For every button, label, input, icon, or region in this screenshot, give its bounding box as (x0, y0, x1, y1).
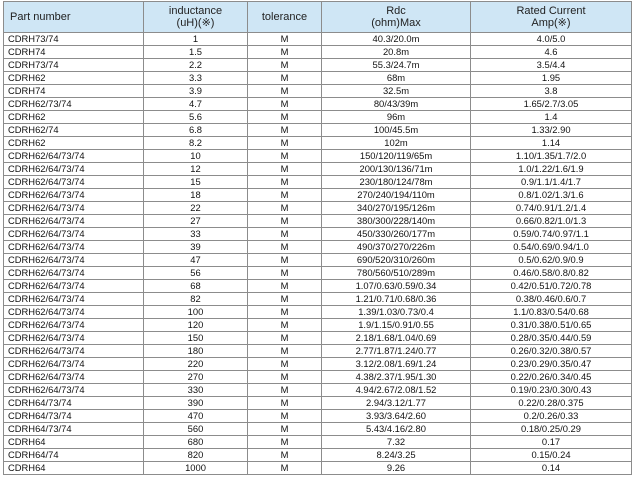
table-row (4, 85, 632, 98)
rated-current-cell: 0.38/0.46/0.6/0.7 (471, 293, 632, 306)
table-row (4, 137, 632, 150)
rdc-cell: 2.77/1.87/1.24/0.77 (322, 345, 471, 358)
tolerance-cell: M (248, 384, 322, 397)
rated-current-cell: 0.22/0.28/0.375 (471, 397, 632, 410)
tolerance-cell: M (248, 189, 322, 202)
rated-current-cell: 0.26/0.32/0.38/0.57 (471, 345, 632, 358)
inductance-cell: 100 (144, 306, 248, 319)
rated-current-cell: 0.8/1.02/1.3/1.6 (471, 189, 632, 202)
rdc-cell: 450/330/260/177m (322, 228, 471, 241)
rdc-cell: 380/300/228/140m (322, 215, 471, 228)
part-number-cell: CDRH62/64/73/74 (4, 358, 144, 371)
rated-current-cell: 0.18/0.25/0.29 (471, 423, 632, 436)
rdc-cell: 80/43/39m (322, 98, 471, 111)
tolerance-cell: M (248, 397, 322, 410)
table-row (4, 436, 632, 449)
rated-current-cell: 1.95 (471, 72, 632, 85)
inductance-cell: 39 (144, 241, 248, 254)
tolerance-cell: M (248, 436, 322, 449)
rated-current-cell: 0.66/0.82/1.0/1.3 (471, 215, 632, 228)
rdc-cell: 102m (322, 137, 471, 150)
inductance-cell: 1 (144, 33, 248, 46)
rated-current-cell: 0.54/0.69/0.94/1.0 (471, 241, 632, 254)
inductance-cell: 330 (144, 384, 248, 397)
header-rated-current: Rated Current Amp(※) (471, 2, 632, 33)
rdc-cell: 4.94/2.67/2.08/1.52 (322, 384, 471, 397)
inductance-cell: 680 (144, 436, 248, 449)
inductance-cell: 8.2 (144, 137, 248, 150)
rated-current-cell: 3.5/4.4 (471, 59, 632, 72)
rated-current-cell: 1.4 (471, 111, 632, 124)
header-rdc: Rdc (ohm)Max (322, 2, 471, 33)
rdc-cell: 200/130/136/71m (322, 163, 471, 176)
rdc-cell: 2.18/1.68/1.04/0.69 (322, 332, 471, 345)
part-number-cell: CDRH62/64/73/74 (4, 267, 144, 280)
table-row (4, 241, 632, 254)
table-row (4, 280, 632, 293)
part-number-cell: CDRH62/64/73/74 (4, 215, 144, 228)
inductance-cell: 22 (144, 202, 248, 215)
rdc-cell: 55.3/24.7m (322, 59, 471, 72)
table-body (4, 33, 632, 475)
tolerance-cell: M (248, 254, 322, 267)
inductor-spec-table (3, 1, 632, 475)
rated-current-cell: 0.28/0.35/0.44/0.59 (471, 332, 632, 345)
table-row (4, 176, 632, 189)
tolerance-cell: M (248, 59, 322, 72)
rdc-cell: 230/180/124/78m (322, 176, 471, 189)
rated-current-cell: 0.19/0.23/0.30/0.43 (471, 384, 632, 397)
tolerance-cell: M (248, 319, 322, 332)
tolerance-cell: M (248, 163, 322, 176)
part-number-cell: CDRH62 (4, 111, 144, 124)
rdc-cell: 9.26 (322, 462, 471, 475)
table-row (4, 345, 632, 358)
part-number-cell: CDRH62/64/73/74 (4, 384, 144, 397)
table-row (4, 462, 632, 475)
table-row (4, 293, 632, 306)
rated-current-cell: 0.22/0.26/0.34/0.45 (471, 371, 632, 384)
tolerance-cell: M (248, 46, 322, 59)
table-row (4, 98, 632, 111)
header-inductance: inductance (uH)(※) (144, 2, 248, 33)
part-number-cell: CDRH74 (4, 46, 144, 59)
rdc-cell: 5.43/4.16/2.80 (322, 423, 471, 436)
table-row (4, 72, 632, 85)
inductance-cell: 12 (144, 163, 248, 176)
part-number-cell: CDRH64/73/74 (4, 410, 144, 423)
tolerance-cell: M (248, 111, 322, 124)
part-number-cell: CDRH62/73/74 (4, 98, 144, 111)
tolerance-cell: M (248, 358, 322, 371)
tolerance-cell: M (248, 423, 322, 436)
tolerance-cell: M (248, 345, 322, 358)
part-number-cell: CDRH64 (4, 436, 144, 449)
table-row (4, 189, 632, 202)
rated-current-cell: 1.65/2.7/3.05 (471, 98, 632, 111)
part-number-cell: CDRH62/64/73/74 (4, 241, 144, 254)
tolerance-cell: M (248, 33, 322, 46)
inductance-cell: 5.6 (144, 111, 248, 124)
inductance-cell: 270 (144, 371, 248, 384)
inductance-cell: 15 (144, 176, 248, 189)
rated-current-cell: 1.33/2.90 (471, 124, 632, 137)
rdc-cell: 7.32 (322, 436, 471, 449)
inductance-cell: 82 (144, 293, 248, 306)
rated-current-cell: 3.8 (471, 85, 632, 98)
rdc-cell: 690/520/310/260m (322, 254, 471, 267)
rdc-cell: 780/560/510/289m (322, 267, 471, 280)
rated-current-cell: 4.0/5.0 (471, 33, 632, 46)
inductance-cell: 3.3 (144, 72, 248, 85)
rdc-cell: 4.38/2.37/1.95/1.30 (322, 371, 471, 384)
part-number-cell: CDRH62/64/73/74 (4, 280, 144, 293)
rated-current-cell: 0.74/0.91/1.2/1.4 (471, 202, 632, 215)
rated-current-cell: 1.14 (471, 137, 632, 150)
table-row (4, 202, 632, 215)
rated-current-cell: 1.10/1.35/1.7/2.0 (471, 150, 632, 163)
part-number-cell: CDRH62/64/73/74 (4, 163, 144, 176)
tolerance-cell: M (248, 293, 322, 306)
tolerance-cell: M (248, 124, 322, 137)
inductance-cell: 68 (144, 280, 248, 293)
part-number-cell: CDRH64/73/74 (4, 423, 144, 436)
table-row (4, 215, 632, 228)
part-number-cell: CDRH62/64/73/74 (4, 254, 144, 267)
tolerance-cell: M (248, 306, 322, 319)
rdc-cell: 3.93/3.64/2.60 (322, 410, 471, 423)
tolerance-cell: M (248, 85, 322, 98)
inductance-cell: 560 (144, 423, 248, 436)
rated-current-cell: 0.46/0.58/0.8/0.82 (471, 267, 632, 280)
part-number-cell: CDRH62 (4, 72, 144, 85)
tolerance-cell: M (248, 280, 322, 293)
part-number-cell: CDRH62/64/73/74 (4, 189, 144, 202)
table-row (4, 46, 632, 59)
rated-current-cell: 0.59/0.74/0.97/1.1 (471, 228, 632, 241)
inductance-cell: 180 (144, 345, 248, 358)
inductance-cell: 47 (144, 254, 248, 267)
tolerance-cell: M (248, 267, 322, 280)
tolerance-cell: M (248, 215, 322, 228)
part-number-cell: CDRH73/74 (4, 59, 144, 72)
tolerance-cell: M (248, 137, 322, 150)
inductance-cell: 10 (144, 150, 248, 163)
rated-current-cell: 0.17 (471, 436, 632, 449)
part-number-cell: CDRH62/64/73/74 (4, 306, 144, 319)
inductance-cell: 150 (144, 332, 248, 345)
table-row (4, 124, 632, 137)
table-row (4, 332, 632, 345)
tolerance-cell: M (248, 332, 322, 345)
rdc-cell: 40.3/20.0m (322, 33, 471, 46)
inductance-cell: 27 (144, 215, 248, 228)
inductance-cell: 56 (144, 267, 248, 280)
rated-current-cell: 0.5/0.62/0.9/0.9 (471, 254, 632, 267)
table-row (4, 163, 632, 176)
tolerance-cell: M (248, 98, 322, 111)
inductance-cell: 4.7 (144, 98, 248, 111)
table-row (4, 33, 632, 46)
rdc-cell: 2.94/3.12/1.77 (322, 397, 471, 410)
tolerance-cell: M (248, 72, 322, 85)
rdc-cell: 32.5m (322, 85, 471, 98)
table-row (4, 423, 632, 436)
inductance-cell: 33 (144, 228, 248, 241)
part-number-cell: CDRH64/73/74 (4, 397, 144, 410)
rated-current-cell: 0.15/0.24 (471, 449, 632, 462)
rdc-cell: 1.9/1.15/0.91/0.55 (322, 319, 471, 332)
inductance-cell: 470 (144, 410, 248, 423)
inductance-cell: 220 (144, 358, 248, 371)
part-number-cell: CDRH62/64/73/74 (4, 332, 144, 345)
table-row (4, 59, 632, 72)
part-number-cell: CDRH62/64/73/74 (4, 293, 144, 306)
table-row (4, 267, 632, 280)
tolerance-cell: M (248, 228, 322, 241)
table-header (4, 2, 632, 33)
rated-current-cell: 0.42/0.51/0.72/0.78 (471, 280, 632, 293)
rated-current-cell: 0.23/0.29/0.35/0.47 (471, 358, 632, 371)
table-row (4, 306, 632, 319)
inductance-cell: 820 (144, 449, 248, 462)
part-number-cell: CDRH64 (4, 462, 144, 475)
tolerance-cell: M (248, 202, 322, 215)
tolerance-cell: M (248, 150, 322, 163)
table-row (4, 111, 632, 124)
tolerance-cell: M (248, 176, 322, 189)
tolerance-cell: M (248, 462, 322, 475)
table-row (4, 384, 632, 397)
rdc-cell: 100/45.5m (322, 124, 471, 137)
rdc-cell: 1.07/0.63/0.59/0.34 (322, 280, 471, 293)
table-row (4, 397, 632, 410)
rated-current-cell: 1.1/0.83/0.54/0.68 (471, 306, 632, 319)
tolerance-cell: M (248, 410, 322, 423)
table-row (4, 150, 632, 163)
rated-current-cell: 1.0/1.22/1.6/1.9 (471, 163, 632, 176)
inductance-cell: 1.5 (144, 46, 248, 59)
rdc-cell: 96m (322, 111, 471, 124)
part-number-cell: CDRH64/74 (4, 449, 144, 462)
part-number-cell: CDRH74 (4, 85, 144, 98)
inductance-cell: 390 (144, 397, 248, 410)
table-row (4, 449, 632, 462)
rated-current-cell: 0.2/0.26/0.33 (471, 410, 632, 423)
tolerance-cell: M (248, 241, 322, 254)
table-row (4, 319, 632, 332)
part-number-cell: CDRH62/64/73/74 (4, 345, 144, 358)
part-number-cell: CDRH62/64/73/74 (4, 176, 144, 189)
rated-current-cell: 0.31/0.38/0.51/0.65 (471, 319, 632, 332)
inductance-cell: 2.2 (144, 59, 248, 72)
part-number-cell: CDRH62 (4, 137, 144, 150)
table-row (4, 410, 632, 423)
inductance-cell: 6.8 (144, 124, 248, 137)
tolerance-cell: M (248, 449, 322, 462)
rdc-cell: 68m (322, 72, 471, 85)
part-number-cell: CDRH62/64/73/74 (4, 371, 144, 384)
inductance-cell: 120 (144, 319, 248, 332)
rdc-cell: 8.24/3.25 (322, 449, 471, 462)
rdc-cell: 490/370/270/226m (322, 241, 471, 254)
tolerance-cell: M (248, 371, 322, 384)
table-row (4, 228, 632, 241)
rdc-cell: 20.8m (322, 46, 471, 59)
table-row (4, 358, 632, 371)
inductance-cell: 18 (144, 189, 248, 202)
header-row (4, 2, 632, 33)
inductance-cell: 1000 (144, 462, 248, 475)
rdc-cell: 270/240/194/110m (322, 189, 471, 202)
rated-current-cell: 0.14 (471, 462, 632, 475)
header-tolerance: tolerance (248, 2, 322, 33)
rdc-cell: 340/270/195/126m (322, 202, 471, 215)
rated-current-cell: 4.6 (471, 46, 632, 59)
part-number-cell: CDRH62/64/73/74 (4, 228, 144, 241)
part-number-cell: CDRH62/64/73/74 (4, 150, 144, 163)
header-part-number: Part number (4, 2, 144, 33)
rated-current-cell: 0.9/1.1/1.4/1.7 (471, 176, 632, 189)
table-row (4, 254, 632, 267)
inductance-cell: 3.9 (144, 85, 248, 98)
rdc-cell: 150/120/119/65m (322, 150, 471, 163)
rdc-cell: 1.21/0.71/0.68/0.36 (322, 293, 471, 306)
part-number-cell: CDRH62/64/73/74 (4, 319, 144, 332)
rdc-cell: 3.12/2.08/1.69/1.24 (322, 358, 471, 371)
table-row (4, 371, 632, 384)
part-number-cell: CDRH62/74 (4, 124, 144, 137)
part-number-cell: CDRH62/64/73/74 (4, 202, 144, 215)
part-number-cell: CDRH73/74 (4, 33, 144, 46)
rdc-cell: 1.39/1.03/0.73/0.4 (322, 306, 471, 319)
